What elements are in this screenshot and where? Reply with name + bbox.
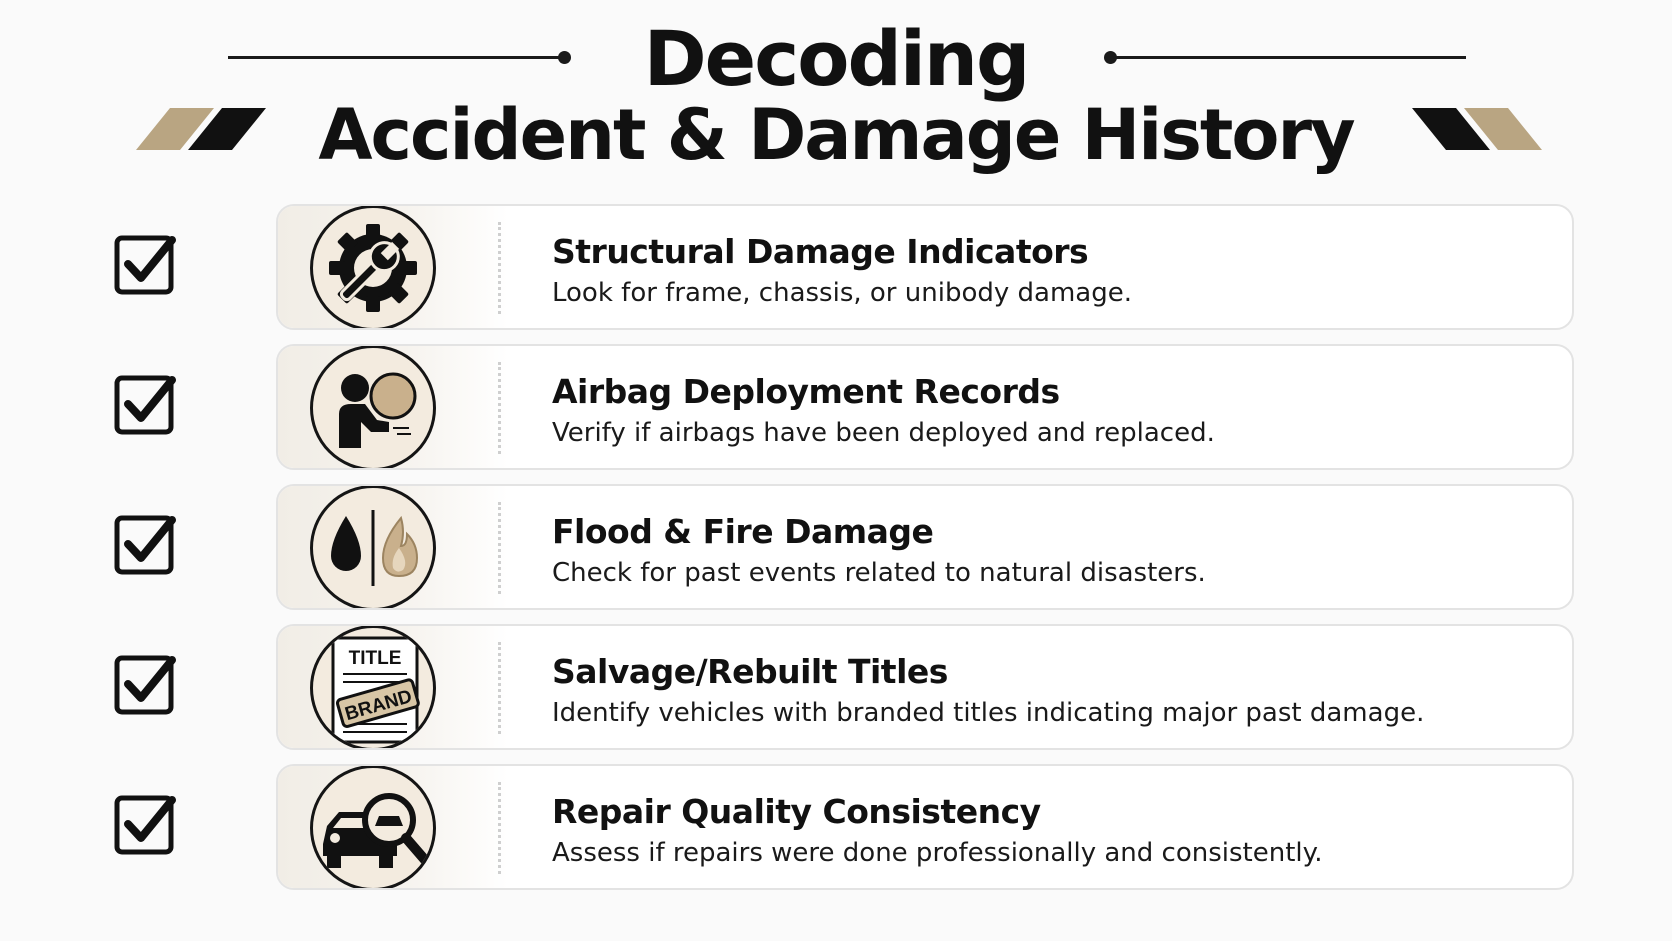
- item-heading: Flood & Fire Damage: [552, 512, 934, 551]
- item-heading: Salvage/Rebuilt Titles: [552, 652, 948, 691]
- card-divider: [498, 362, 501, 454]
- checkbox-checked-icon: [114, 792, 178, 856]
- airbag-person-icon: [310, 345, 436, 470]
- item-card: [276, 344, 1574, 470]
- card-divider: [498, 502, 501, 594]
- item-card: [276, 764, 1574, 890]
- list-item: [0, 204, 1672, 332]
- card-divider: [498, 642, 501, 734]
- item-description: Assess if repairs were done professionally and consistently.: [552, 838, 1323, 868]
- title-line-1: Decoding: [643, 14, 1029, 103]
- title-document-label: TITLE: [348, 648, 402, 669]
- list-item: [0, 764, 1672, 892]
- checkbox-checked-icon: [114, 372, 178, 436]
- checkbox-checked-icon: [114, 652, 178, 716]
- item-card: [276, 484, 1574, 610]
- item-heading: Repair Quality Consistency: [552, 792, 1041, 831]
- item-card: [276, 624, 1574, 750]
- car-magnifier-icon: [310, 765, 436, 890]
- item-description: Check for past events related to natural disasters.: [552, 558, 1206, 588]
- brand-stamp-label: BRAND: [342, 686, 415, 726]
- checkbox-checked-icon: [114, 232, 178, 296]
- checkbox-checked-icon: [114, 512, 178, 576]
- card-divider: [498, 222, 501, 314]
- item-description: Identify vehicles with branded titles indicating major past damage.: [552, 698, 1425, 728]
- item-heading: Airbag Deployment Records: [552, 372, 1060, 411]
- item-card: [276, 204, 1574, 330]
- title-line-2: Accident & Damage History: [318, 94, 1354, 176]
- list-item: [0, 344, 1672, 472]
- card-divider: [498, 782, 501, 874]
- title-brand-icon: [310, 625, 436, 750]
- item-description: Verify if airbags have been deployed and replaced.: [552, 418, 1215, 448]
- item-description: Look for frame, chassis, or unibody damage.: [552, 278, 1132, 308]
- list-item: [0, 624, 1672, 752]
- list-item: [0, 484, 1672, 612]
- page-header: [0, 0, 1672, 190]
- water-fire-icon: [310, 485, 436, 610]
- item-heading: Structural Damage Indicators: [552, 232, 1089, 271]
- gear-wrench-icon: [310, 205, 436, 330]
